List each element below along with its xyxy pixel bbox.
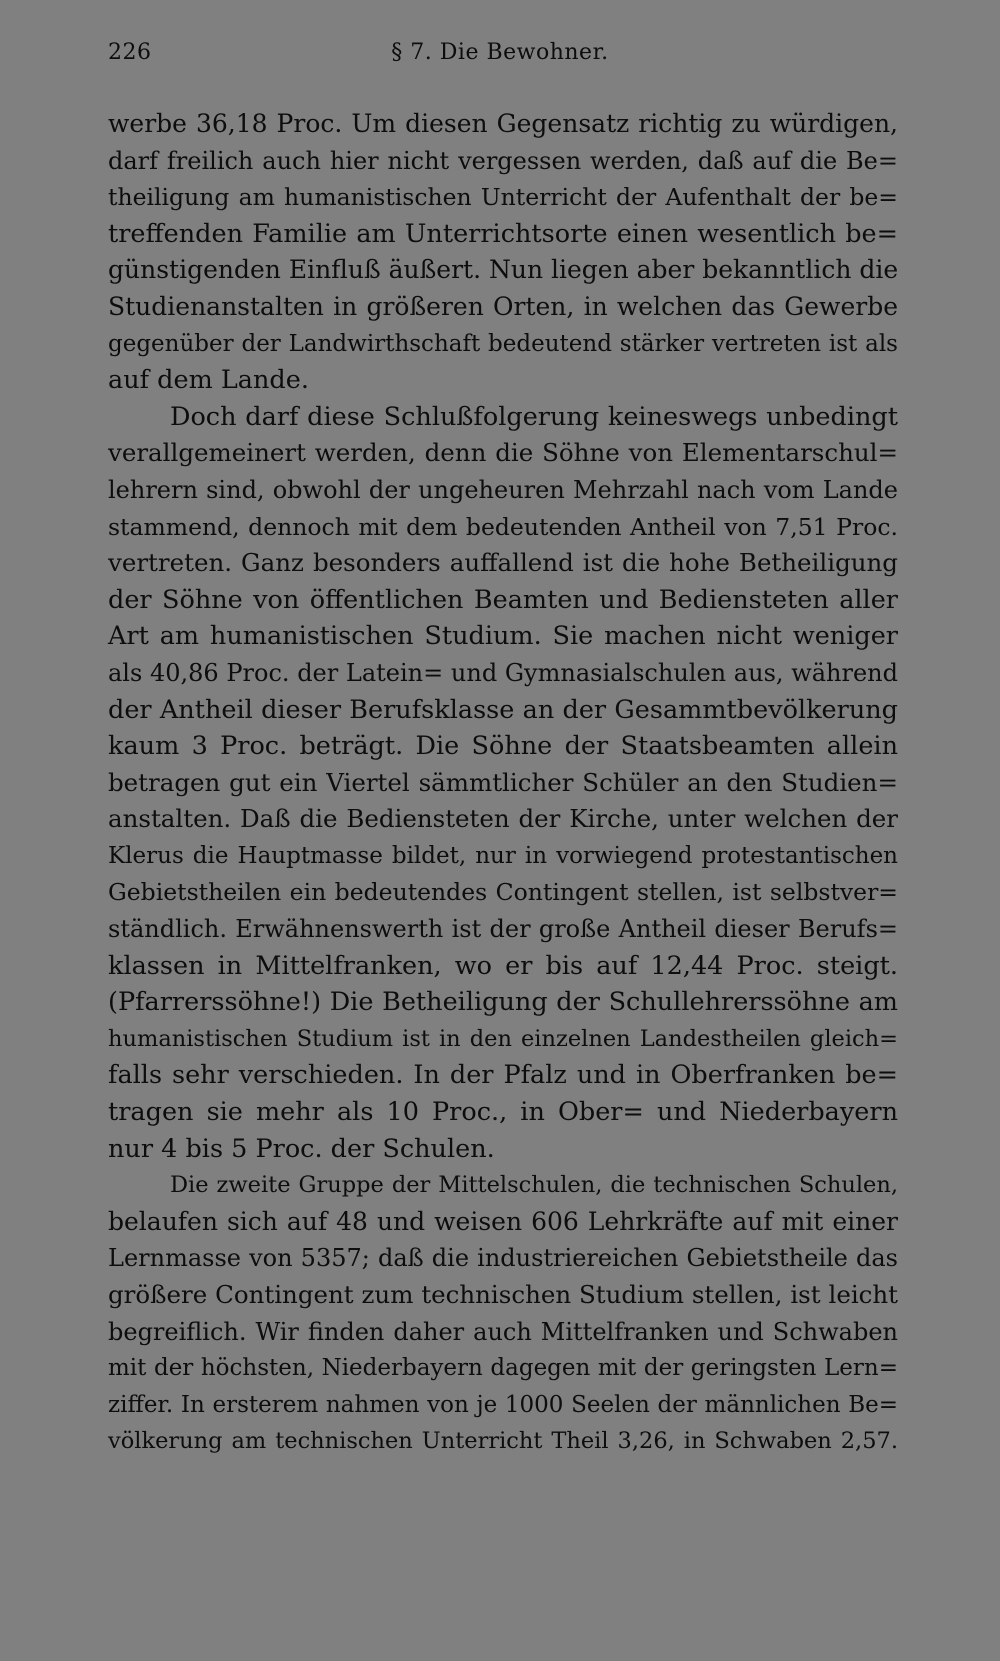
text-line: Gebietstheilen ein bedeutendes Contingent stellen, ist selbstver= [108,878,898,907]
page-number: 226 [108,40,152,65]
text-line: Doch darf diese Schlußfolgerung keineswegs unbedingt [170,401,898,432]
text-line: begreiflich. Wir finden daher auch Mittelfranken und Schwaben [108,1317,898,1346]
text-line: mit der höchsten, Niederbayern dagegen mit der geringsten Lern= [108,1355,898,1382]
text-line: Lernmasse von 5357; daß die industriereichen Gebietstheile das [108,1244,898,1273]
body-text [108,106,898,1460]
text-line: ständlich. Erwähnenswerth ist der große Antheil dieser Berufs= [108,915,898,944]
text-line: treffenden Familie am Unterrichtsorte einen wesentlich be= [108,218,898,249]
text-line: Die zweite Gruppe der Mittelschulen, die technischen Schulen, [170,1172,898,1199]
text-line: verallgemeinert werden, denn die Söhne von Elementarschul= [108,438,898,468]
text-line: größere Contingent zum technischen Studium stellen, ist leicht [108,1280,898,1309]
text-line: Klerus die Hauptmasse bildet, nur in vorwiegend protestantischen [108,842,898,869]
text-line: (Pfarrerssöhne!) Die Betheiligung der Schullehrerssöhne am [108,987,898,1018]
text-line: kaum 3 Proc. beträgt. Die Söhne der Staatsbeamten allein [108,731,898,762]
text-line: anstalten. Daß die Bediensteten der Kirche, unter welchen der [108,804,898,834]
text-line: stammend, dennoch mit dem bedeutenden Antheil von 7,51 Proc. [108,512,898,541]
text-line: klassen in Mittelfranken, wo er bis auf 12,44 Proc. steigt. [108,950,898,981]
text-line: nur 4 bis 5 Proc. der Schulen. [108,1133,495,1164]
text-line: belaufen sich auf 48 und weisen 606 Lehrkräfte auf mit einer [108,1206,898,1236]
text-line: darf freilich auch hier nicht vergessen werden, daß auf die Be= [108,146,898,175]
text-line: günstigenden Einfluß äußert. Nun liegen aber bekanntlich die [108,255,899,285]
text-line: als 40,86 Proc. der Latein= und Gymnasialschulen aus, während [108,658,898,687]
text-line: werbe 36,18 Proc. Um diesen Gegensatz richtig zu würdigen, [108,109,898,138]
text-line: theiligung am humanistischen Unterricht der Aufenthalt der be= [108,183,898,212]
text-line: vertreten. Ganz besonders auffallend ist die hohe Betheiligung [108,548,898,578]
text-line: der Söhne von öffentlichen Beamten und Bediensteten aller [108,584,898,615]
text-line: völkerung am technischen Unterricht Theil 3,26, in Schwaben 2,57. [108,1428,898,1455]
text-line: lehrern sind, obwohl der ungeheuren Mehrzahl nach vom Lande [108,475,898,504]
text-line: falls sehr verschieden. In der Pfalz und in Oberfranken be= [108,1060,898,1091]
text-line: ziffer. In ersterem nahmen von je 1000 Seelen der männlichen Be= [108,1391,898,1418]
text-line: humanistischen Studium ist in den einzelnen Landestheilen gleich= [108,1025,898,1052]
running-title: § 7. Die Bewohner. [391,40,609,65]
text-line: auf dem Lande. [108,365,309,396]
text-line: Studienanstalten in größeren Orten, in welchen das Gewerbe [108,291,898,321]
text-line: tragen sie mehr als 10 Proc., in Ober= und Niederbayern [108,1097,898,1128]
text-line: Art am humanistischen Studium. Sie machen nicht weniger [108,621,898,652]
text-line: gegenüber der Landwirthschaft bedeutend stärker vertreten ist als [108,330,898,357]
text-line: betragen gut ein Viertel sämmtlicher Schüler an den Studien= [108,767,898,797]
text-line: der Antheil dieser Berufsklasse an der Gesammtbevölkerung [108,694,898,725]
